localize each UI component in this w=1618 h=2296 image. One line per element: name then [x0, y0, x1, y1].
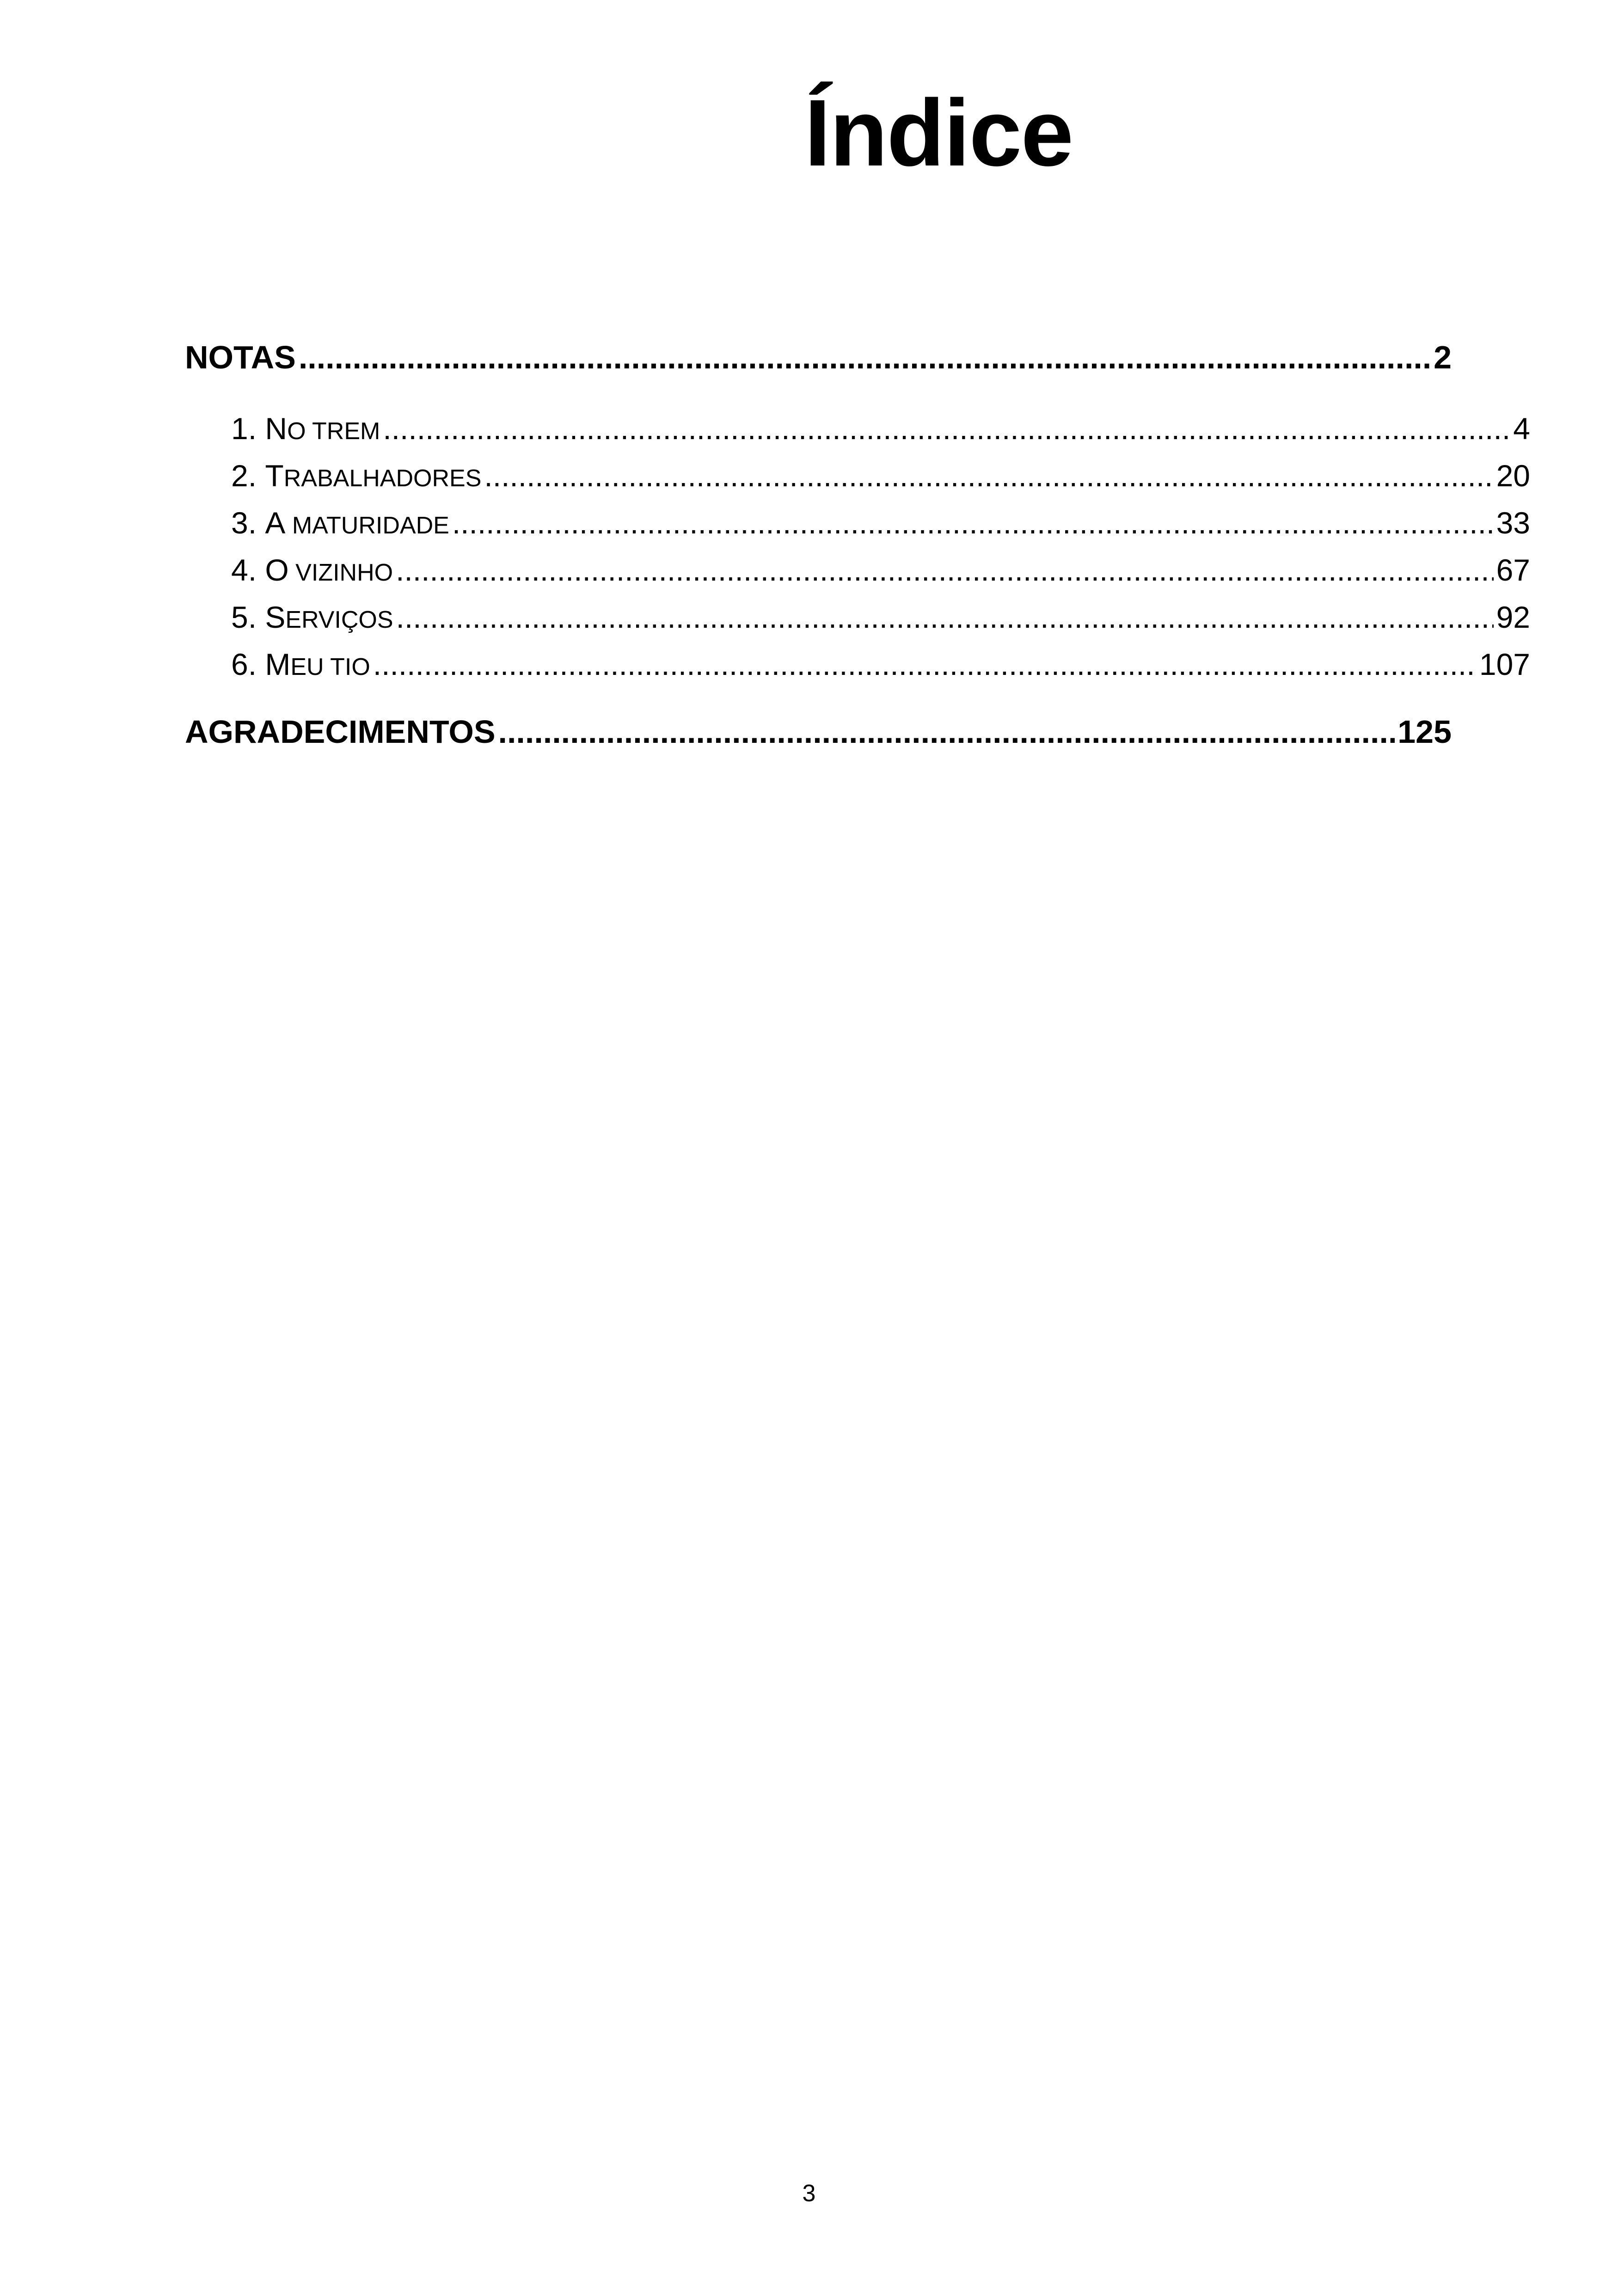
toc-entry-notas[interactable] [185, 337, 1452, 378]
toc-entry-label [231, 596, 393, 641]
dot-leader [452, 502, 1494, 544]
toc-entry-page: 67 [1496, 553, 1530, 587]
chapter-title-rest: RABALHADORES [283, 465, 482, 492]
page-number: 3 [802, 2180, 816, 2207]
chapter-initial: O [265, 553, 289, 587]
chapter-initial: S [265, 600, 286, 634]
chapter-initial: N [265, 411, 288, 446]
chapter-number: 3. [231, 506, 257, 540]
dot-leader [383, 408, 1510, 449]
dot-leader [396, 549, 1494, 591]
toc-entry-chapter-1[interactable] [231, 408, 1530, 452]
toc-entry-page: 2 [1434, 339, 1452, 375]
chapter-number: 6. [231, 647, 257, 681]
dot-leader [396, 596, 1494, 638]
toc-entry-chapter-4[interactable] [231, 549, 1530, 594]
toc-entry-label: AGRADECIMENTOS [185, 714, 496, 750]
toc-entry-chapter-2[interactable] [231, 455, 1530, 499]
toc-entry-page: 4 [1513, 411, 1530, 446]
chapter-title-rest: MATURIDADE [285, 512, 449, 539]
chapter-number: 2. [231, 459, 257, 493]
toc-entry-page: 20 [1496, 459, 1530, 493]
toc-entry-label [231, 408, 380, 452]
chapter-number: 5. [231, 600, 257, 634]
toc-entry-label [231, 643, 370, 688]
dot-leader [299, 337, 1431, 378]
chapter-initial: A [265, 506, 286, 540]
chapter-number: 1. [231, 411, 257, 446]
chapter-title-rest: EU TIO [290, 654, 370, 680]
toc-entry-agradecimentos[interactable] [185, 711, 1452, 753]
toc-entry-page: 125 [1397, 714, 1452, 750]
toc-entry-label [231, 502, 449, 546]
page-title: Índice [804, 80, 1073, 186]
toc-entry-page: 33 [1496, 506, 1530, 540]
chapter-initial: T [265, 459, 284, 493]
dot-leader [373, 643, 1477, 685]
dot-leader [498, 711, 1395, 753]
toc-entry-page: 107 [1479, 647, 1530, 681]
toc-entry-chapter-5[interactable] [231, 596, 1530, 641]
toc-entry-label: NOTAS [185, 339, 296, 375]
toc-entry-chapter-6[interactable] [231, 643, 1530, 688]
chapter-title-rest: ERVIÇOS [285, 606, 393, 633]
toc-entry-page: 92 [1496, 600, 1530, 634]
toc-entry-chapter-3[interactable] [231, 502, 1530, 546]
chapter-title-rest: VIZINHO [288, 559, 393, 586]
toc-entry-label [231, 455, 481, 499]
chapter-title-rest: O TREM [287, 418, 380, 445]
chapter-number: 4. [231, 553, 257, 587]
chapter-initial: M [265, 647, 291, 681]
toc-entry-label [231, 549, 393, 594]
dot-leader [484, 455, 1493, 496]
